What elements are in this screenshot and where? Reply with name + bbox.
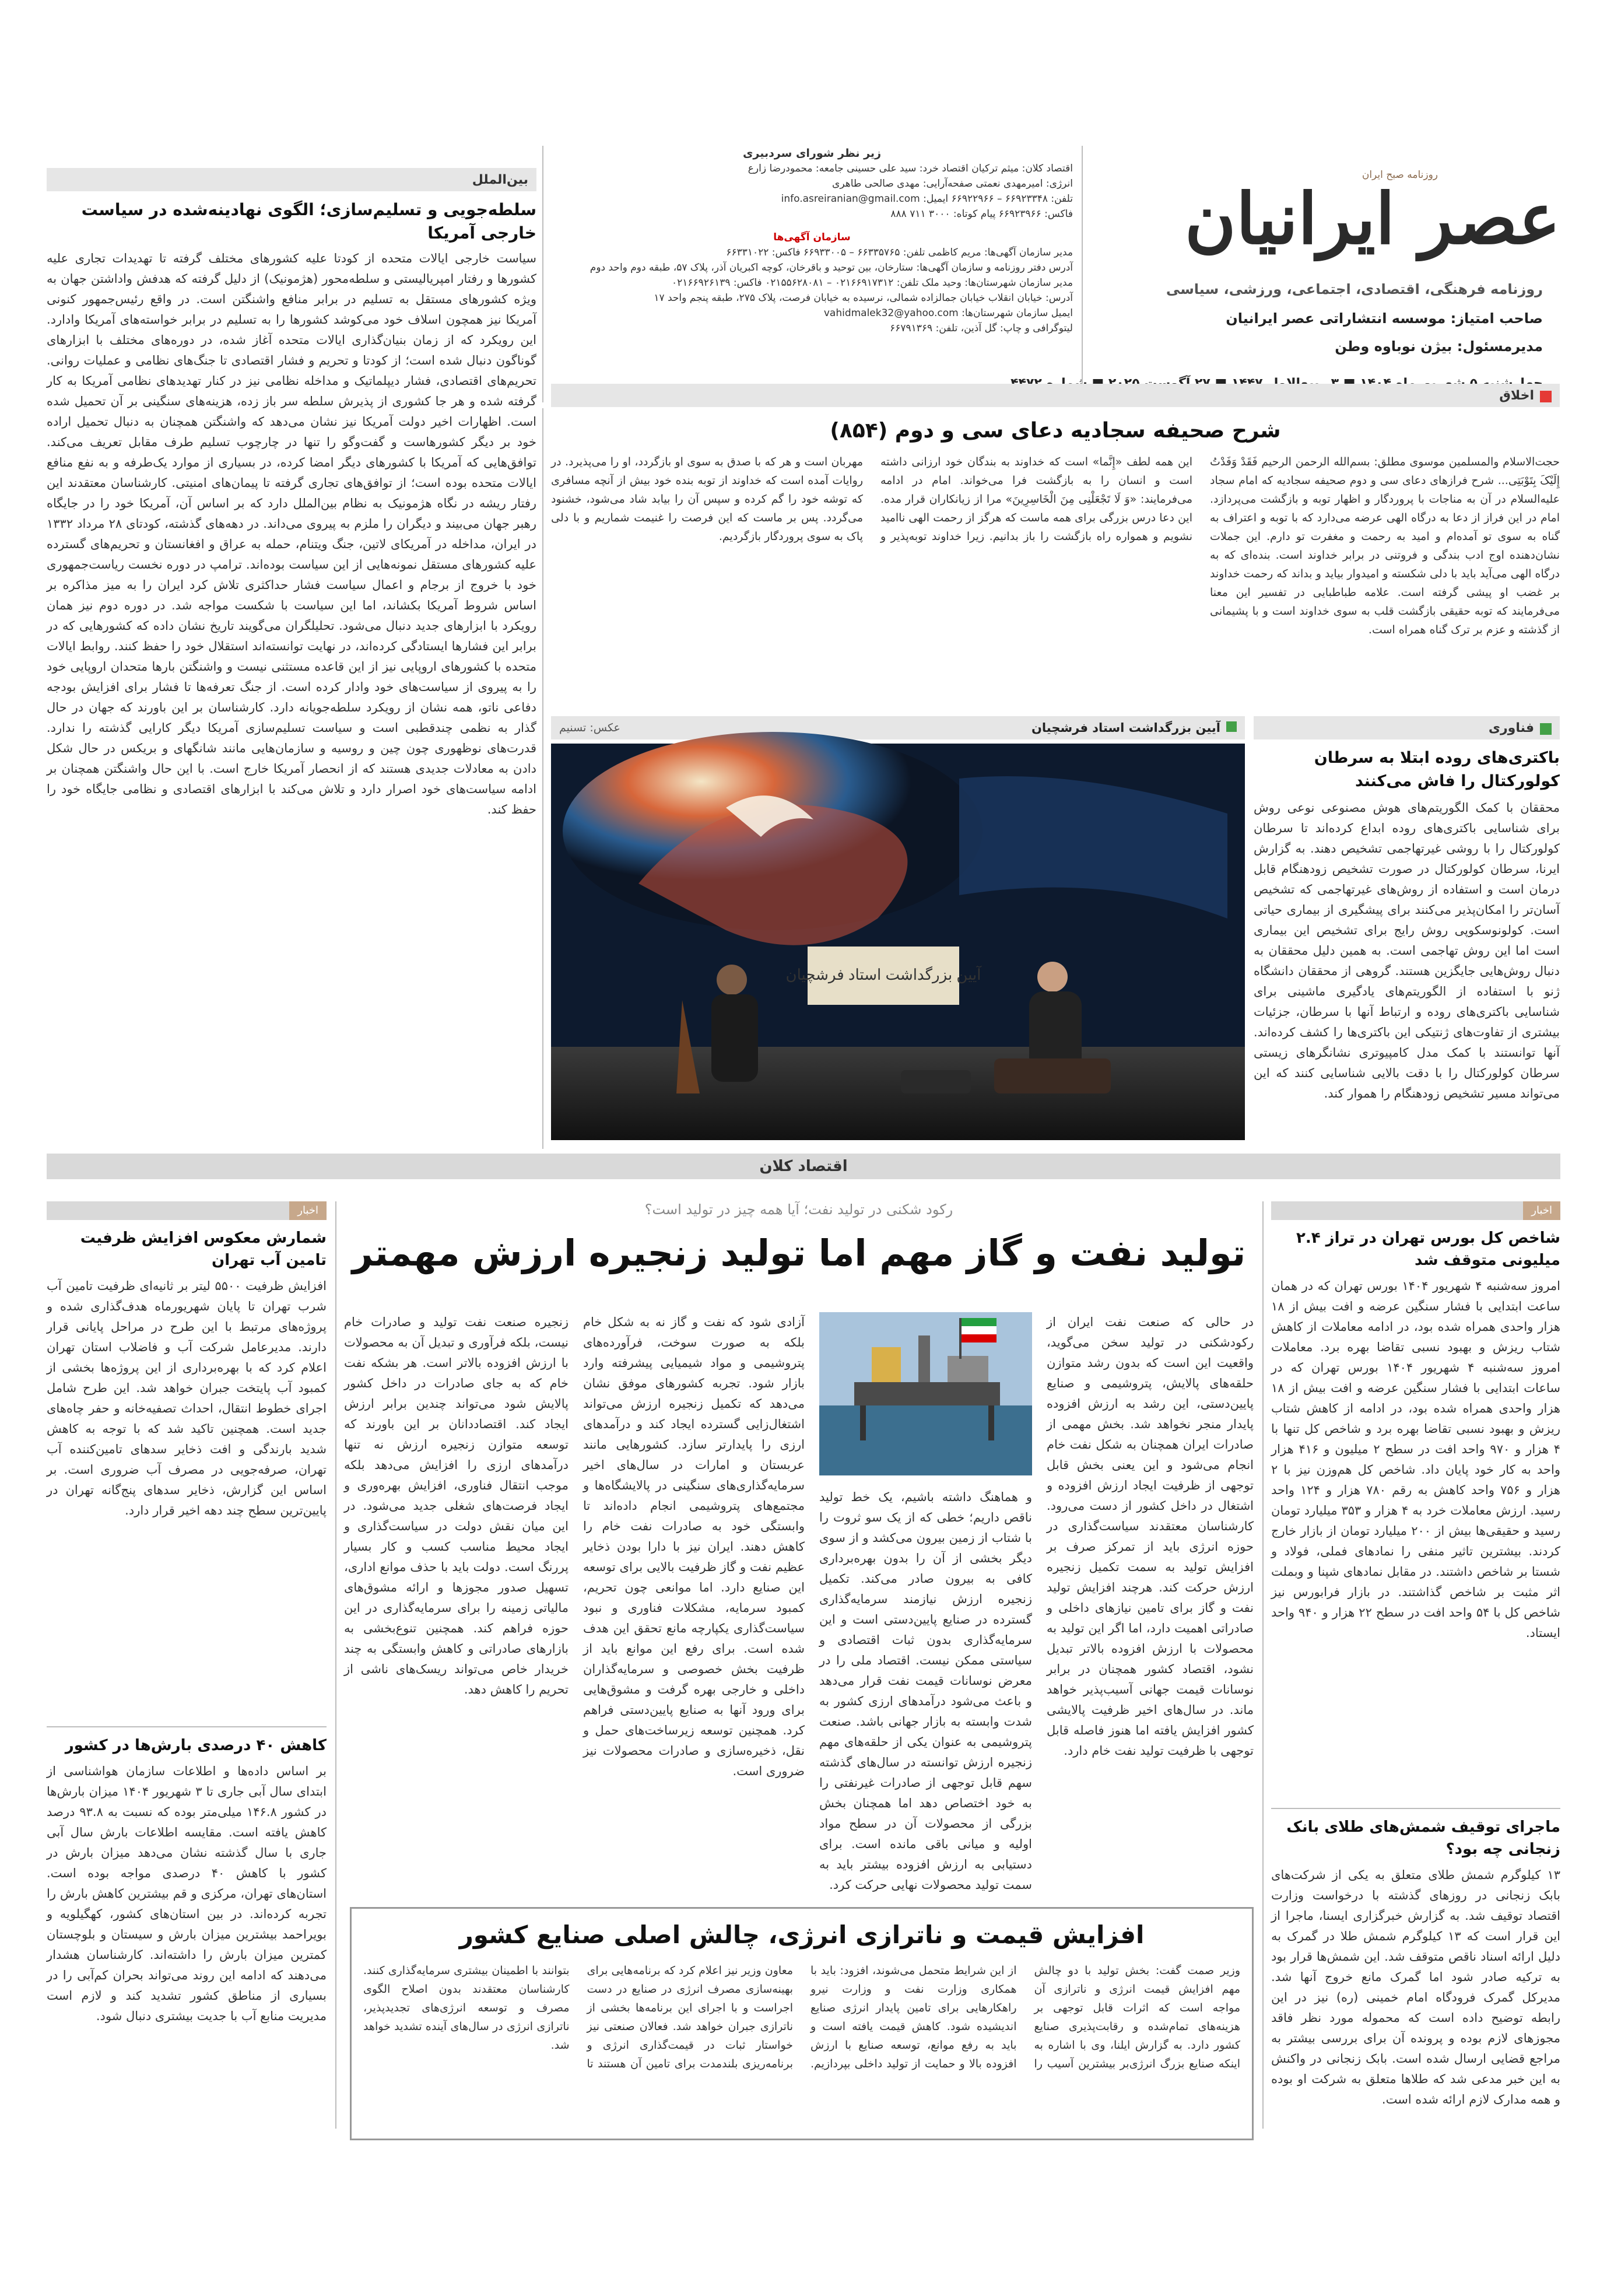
tech-body: محققان با کمک الگوریتم‌های هوش مصنوعی نوعی روش برای شناسایی باکتری‌های روده ابداع کرده‌اند تا سرطان کولورکتال را با روشی غیرتهاجمی تشخیص دهند. به گزارش ایرنا، سرطان کولورکتال در صورت تشخیص زودهنگام قابل درمان است و استفاده از روش‌های غیرتهاجمی که تشخیص آسان‌تر را امکان‌پذیر می‌کنند برای پیشگیری از بیماری حیاتی است. کولونوسکوپی روش رایج برای تشخیص این بیماری است اما این روش تهاجمی است. به همین دلیل محققان به دنبال روش‌هایی جایگزین هستند. گروهی از محققان دانشگاه ژنو با استفاده از الگوریتم‌های یادگیری ماشینی برای شناسایی باکتری‌های روده و ارتباط آنها با سرطان، جزئیات بیشتری از تفاوت‌های ژنتیکی این باکتری‌ها را کشف کرده‌اند. آنها توانستند با کمک مدل کامپیوتری نشانگرهای زیستی سرطان کولورکتال را با دقت بالایی شناسایی کنند که این می‌تواند مسیر تشخیص زودهنگام را هموار کند. [1254,801,1560,1100]
bourse-body: امروز سه‌شنبه ۴ شهریور ۱۴۰۴ بورس تهران که در همان ساعت ابتدایی با فشار سنگین عرضه و افت بیش از ۱۸ هزار واحدی همراه شده بود، در ادامه معاملات از کاهش شتاب ریزش و بهبود نسبی تقاضا بهره برد. معاملات امروز سه‌شنبه ۴ شهریور ۱۴۰۴ بورس تهران که در ساعات ابتدایی با فشار سنگین عرضه و افت بیش از ۱۸ هزار واحدی همراه شده بود، در ادامه از کاهش شتاب ریزش و بهبود نسبی تقاضا بهره برد و شاخص کل تنها با ۴ هزار و ۹۷۰ واحد افت در سطح ۲ میلیون و ۴۱۶ هزار واحد به کار خود پایان داد. شاخص کل هم‌وزن نیز با ۲ هزار و ۷۵۶ واحد کاهش به رقم ۷۸۰ هزار و ۱۲۴ واحد رسید. ارزش معاملات خرد به ۴ هزار و ۳۵۳ میلیارد تومان رسید و حقیقی‌ها بیش از ۲۰۰ میلیارد تومان از بازار خارج کردند. بیشترین تاثیر منفی را نمادهای فملی، فولاد و شستا بر شاخص داشتند. در مقابل نمادهای شپنا و وبملت اثر مثبت بر شاخص گذاشتند. در بازار فرابورس نیز شاخص کل با ۵۴ واحد افت در سطح ۲۲ هزار و ۹۴۰ واحد ایستاد. [1271,1279,1561,1640]
ads-manager: مدیر سازمان آگهی‌ها: مریم کاظمی تلفن: ۶۶۳۳۵۷۶۵ – ۶۶۹۳۳۰۰۵ فاکس: ۶۶۳۳۱۰۲۲ [726,247,1073,258]
energy-body: وزیر صمت گفت: بخش تولید با دو چالش مهم افزایش قیمت انرژی و ناترازی آن مواجه است که اثرات قابل توجهی بر هزینه‌های تمام‌شده و رقابت‌پذیری صنایع کشور دارد. به گزارش ایلنا، وی با اشاره به اینکه صنایع بزرگ انرژی‌بر بیشترین آسیب را از این شرایط متحمل می‌شوند، افزود: باید با همکاری وزارت نفت و وزارت نیرو راهکارهایی برای تامین پایدار انرژی صنایع اندیشیده شود. کاهش قیمت یافته است و باید به رفع موانع، توسعه صنایع با ارزش افزوده بالا و حمایت از تولید داخلی بپردازیم. معاون وزیر نیز اعلام کرد که برنامه‌هایی برای بهینه‌سازی مصرف انرژی در صنایع در دست اجراست و با اجرای این برنامه‌ها بخشی از ناترازی جبران خواهد شد. فعالان صنعتی نیز خواستار ثبات در قیمت‌گذاری انرژی و برنامه‌ریزی بلندمدت برای تامین آن هستند تا بتوانند با اطمینان بیشتری سرمایه‌گذاری کنند. کارشناسان معتقدند بدون اصلاح الگوی مصرف و توسعه انرژی‌های تجدیدپذیر، ناترازی انرژی در سال‌های آینده تشدید خواهد شد. [363,1964,1240,2070]
event-photo [551,744,1245,1140]
tech-section [1254,716,1560,1136]
main-kicker: رکود شکنی در تولید نفت؛ آیا همه چیز در تولید است؟ [644,1201,953,1218]
city-manager: مدیر سازمان شهرستان‌ها: وحید ملک تلفن: ۰۲۱۶۶۹۱۷۳۱۲ – ۰۲۱۵۵۶۲۸۰۸۱ فاکس: ۰۲۱۶۶۹۲۶۱۳۹ [672,277,1073,289]
photo-banner-text: آیین بزرگداشت استاد فرشچیان [785,966,981,983]
econ-band [47,1154,1560,1179]
main-col1: در حالی که صنعت نفت ایران از رکودشکنی در تولید سخن می‌گوید، واقعیت این است که بدون رشد متوازن حلقه‌های پالایش، پتروشیمی و صنایع پایین‌دستی، این رشد به ارزش افزوده پایدار منجر نخواهد شد. بخش مهمی از صادرات ایران همچنان به شکل نفت خام انجام می‌شود و این یعنی بخش قابل توجهی از ظرفیت ایجاد ارزش افزوده و اشتغال در داخل کشور از دست می‌رود. کارشناسان معتقدند سیاست‌گذاری در حوزه انرژی باید از تمرکز صرف بر افزایش تولید به سمت تکمیل زنجیره ارزش حرکت کند. هرچند افزایش تولید نفت و گاز برای تامین نیازهای داخلی و صادراتی اهمیت دارد، اما اگر این تولید به محصولات با ارزش افزوده بالاتر تبدیل نشود، اقتصاد کشور همچنان در برابر نوسانات قیمت جهانی آسیب‌پذیر خواهد ماند. در سال‌های اخیر ظرفیت پالایشی کشور افزایش یافته اما هنوز فاصله قابل توجهی با ظرفیت تولید نفت خام دارد. [1047,1315,1254,1758]
intl-title: سلطه‌جویی و تسلیم‌سازی؛ الگوی نهادینه‌شده در سیاست خارجی آمریکا [81,200,536,243]
tech-square-icon [1540,723,1552,735]
ethics-square-icon [1540,391,1552,402]
econ-band-label: اقتصاد کلان [759,1158,848,1175]
photo-tag: عکس: تسنیم [559,721,620,734]
staff-council: زیر نظر شورای سردبیری [742,147,882,160]
ads-title: سازمان آگهی‌ها [773,232,851,243]
photo-header [551,716,1245,739]
ethics-section-label: اخلاق [1499,388,1534,403]
intl-section-label: بین‌الملل [472,172,528,187]
oil-platform-graphic [819,1312,1032,1475]
staff-print: لیتوگرافی و چاپ: گل آذین، تلفن: ۶۶۷۹۱۳۶۹ [890,323,1073,334]
staff-line2: انرژی: امیرمهدی نعمتی صفحه‌آرایی: مهدی صالحی طاهری [832,178,1073,190]
water-title: شمارش معکوس افزایش ظرفیت تامین آب تهران [80,1229,327,1269]
right-kicker-bar [1271,1201,1560,1220]
tech-title: باکتری‌های روده ابتلا به سرطان کولورکتال را فاش می‌کنند [1314,749,1560,790]
masthead-license: صاحب امتیاز: موسسه انتشاراتی عصر ایرانیان [1226,310,1543,327]
logo: عصر ایرانیان [1184,178,1560,260]
main-title: تولید نفت و گاز مهم اما تولید زنجیره ارزش مهمتر [352,1232,1246,1274]
gold-title: ماجرای توقیف شمش‌های طلای بانک زنجانی چه بود؟ [1286,1818,1560,1858]
ethics-body-left: این همه لطف «إِنَّما» است که خداوند به بندگان خود ارزانی داشته است و انسان را به بازگشت فرا می‌خواند. امام در ادامه می‌فرمایند: «وَ لَا تَجْعَلْنِی مِنَ الْخَاسِرِینَ» مرا از زیانکاران قرار مده. این دعا درس بزرگی برای همه ماست که هرگز از رحمت الهی ناامید نشویم و همواره راه بازگشت را باز بدانیم. زیرا خداوند توبه‌پذیر و مهربان است و هر که با صدق به سوی او بازگردد، او را می‌پذیرد. در روایات آمده است که خداوند از توبه بنده خود بیش از آنچه مسافری که توشه خود را گم کرده و سپس آن را بیابد شاد می‌شود، خشنود می‌گردد. پس بر ماست که این فرصت را غنیمت شماریم و با دلی پاک به سوی پروردگار بازگردیم. [551,455,1192,543]
ethics-header [551,384,1560,407]
logo-small: روزنامه صبح ایران [1362,169,1438,181]
staff-fax: فاکس: ۶۶۹۲۳۹۶۶ پیام کوتاه: ۳۰۰۰ ۷۱۱ ۸۸۸ [890,208,1073,220]
intl-body: سیاست خارجی ایالات متحده از کودتا علیه کشورهای مختلف گرفته تا تهدیدات تجاری علیه کشورها و رفتار امپریالیستی و سلطه‌محور (هژمونیک) از دلیل گرفته که هدفش واداشتن جهان به ویژه کشورهای مستقل به تسلیم در برابر منافع واشنگتن است. در واقع رئیس‌جمهور کنونی آمریکا نیز همچون اسلاف خود می‌کوشد کشورها را به تسلیم در برابر خواسته‌های آمریکا وادارد. این رویکرد که از زمان بنیان‌گذاری ایالات متحده آغاز شده، در دوره‌های مختلف با ابزارهای گوناگون دنبال شده است؛ از کودتا و تحریم و فشار اقتصادی تا جنگ‌های نظامی و عملیات روانی. تحریم‌های اقتصادی، فشار دیپلماتیک و مداخله نظامی نیز در کنار تهدیدهای نظامی آمریکا به کار گرفته شده و هر جا کشوری از پذیرش سلطه سر باز زده، هزینه‌های سنگینی بر آن تحمیل شده است. اظهارات اخیر دولت آمریکا نیز نشان می‌دهد که واشنگتن همچنان به دنبال تحمیل اراده خود بر دیگر کشورهاست و گفت‌وگو را تنها در چارچوب تسلیم طرف مقابل تعریف می‌کند. توافق‌هایی که آمریکا با کشورهای دیگر امضا کرده، در بسیاری از موارد یک‌طرفه و به نفع منافع ایالات متحده بوده است؛ از توافق‌های تجاری گرفته تا پیمان‌های امنیتی. کارشناسان معتقدند این رفتار ریشه در نگاه هژمونیک به نظام بین‌الملل دارد که بر اساس آن، آمریکا خود را در جایگاه رهبر جهان می‌بیند و دیگران را ملزم به پیروی می‌داند. در دهه‌های گذشته، کودتای ۲۸ مرداد ۱۳۳۲ در ایران، مداخله در آمریکای لاتین، جنگ ویتنام، حمله به عراق و افغانستان و تحریم‌های گسترده علیه کشورهای مستقل نمونه‌هایی از این سیاست بوده‌اند. ترامپ در دوره نخست ریاست‌جمهوری خود با خروج از برجام و اعمال سیاست فشار حداکثری تلاش کرد ایران را به میز مذاکره بر اساس شروط آمریکا بکشاند، اما این سیاست با شکست مواجه شد. در دوره دوم نیز همان رویکرد با ابزارهای جدید دنبال می‌شود. تحلیلگران می‌گویند تاریخ نشان داده که کشورهایی که در برابر این فشارها ایستادگی کرده‌اند، در نهایت توانسته‌اند استقلال خود را حفظ کنند. روابط ایالات متحده با کشورهای اروپایی نیز از این قاعده مستثنی نیست و واشنگتن بارها متحدان اروپایی خود را به پیروی از سیاست‌های خود وادار کرده است. از جنگ تعرفه‌ها تا فشار برای افزایش بودجه دفاعی ناتو، همه نشان از رویکرد سلطه‌جویانه دارد. کارشناسان بر این باورند که جهان در حال گذار به نظمی چندقطبی است و سیاست تسلیم‌سازی آمریکا دیگر کارایی گذشته را ندارد. قدرت‌های نوظهوری چون چین و روسیه و سازمان‌هایی مانند شانگهای و بریکس در حال شکل دادن به معادلات جدیدی هستند که از انحصار آمریکا خارج است. با این حال واشنگتن همچنان بر ادامه سیاست‌های خود اصرار دارد و تلاش می‌کند با ابزارهای اقتصادی و نظامی جایگاه خود را حفظ کند. [47,251,536,816]
ethics-title: شرح صحیفه سجادیه دعای سی و دوم (۸۵۴) [830,419,1281,443]
photo-square-icon [1226,721,1237,732]
tech-section-label: فناوری [1488,720,1534,735]
left-kicker: اخبار [289,1201,327,1220]
rain-title: کاهش ۴۰ درصدی بارش‌ها در کشور [65,1737,327,1754]
masthead-subtitle: روزنامه فرهنگی، اقتصادی، اجتماعی، ورزشی، سیاسی [1166,281,1543,297]
staff-email2: ایمیل سازمان شهرستان‌ها: vahidmalek32@yahoo.com [823,307,1073,319]
event-photo-graphic [551,744,1245,1140]
right-kicker: اخبار [1523,1201,1560,1220]
main-col2: و هماهنگ داشته باشیم، یک خط تولید ناقص داریم؛ خطی که از یک سو ثروت را با شتاب از زمین بیرون می‌کشد و از سوی دیگر بخشی از آن را بدون بهره‌برداری کافی به بیرون صادر می‌کند. تکمیل زنجیره ارزش نیازمند سرمایه‌گذاری گسترده در صنایع پایین‌دستی است و این سرمایه‌گذاری بدون ثبات اقتصادی و سیاستی ممکن نیست. اقتصاد ملی را در معرض نوسانات قیمت نفت قرار می‌دهد و باعث می‌شود درآمدهای ارزی کشور به شدت وابسته به بازار جهانی باشد. صنعت پتروشیمی به عنوان یکی از حلقه‌های مهم زنجیره ارزش توانسته در سال‌های گذشته سهم قابل توجهی از صادرات غیرنفتی را به خود اختصاص دهد اما همچنان بخش بزرگی از محصولات آن در سطح مواد اولیه و میانی باقی مانده است. برای دستیابی به ارزش افزوده بیشتر باید به سمت تولید محصولات نهایی حرکت کرد. [819,1490,1032,1892]
left-kicker-bar [47,1201,327,1220]
staff-phone: تلفن: ۶۶۹۲۳۳۴۸ – ۶۶۹۲۲۹۶۶ ایمیل: info.asreiranian@gmail.com [781,193,1073,205]
photo-caption: آیین بزرگداشت استاد فرشچیان [1031,721,1220,735]
gold-body: ۱۳ کیلوگرم شمش طلای متعلق به یکی از شرکت‌های بابک زنجانی در روزهای گذشته با درخواست وزارت اقتصاد توقیف شد. به گزارش خبرگزاری ایسنا، ماجرا از این قرار است که ۱۳ کیلوگرم شمش طلا در گمرک به دلیل ارائه اسناد ناقص متوقف شد. این شمش‌ها قرار بود به ترکیه صادر شود اما گمرک مانع خروج آنها شد. مدیرکل گمرک فرودگاه امام خمینی (ره) نیز در این رابطه توضیح داده است که محموله مورد نظر فاقد مجوزهای لازم بوده و پرونده آن برای بررسی بیشتر به مراجع قضایی ارسال شده است. بابک زنجانی در واکنش به این خبر مدعی شد که طلاها متعلق به شرکت او بوده و همه مدارک لازم ارائه شده است. [1271,1868,1560,2106]
main-col3: آزادی شود که نفت و گاز نه به شکل خام بلکه به صورت سوخت، فرآورده‌های پتروشیمی و مواد شیمیایی پیشرفته وارد بازار شود. تجربه کشورهای موفق نشان می‌دهد که تکمیل زنجیره ارزش می‌تواند اشتغال‌زایی گسترده ایجاد کند و درآمدهای ارزی را پایدارتر سازد. کشورهایی مانند عربستان و امارات در سال‌های اخیر سرمایه‌گذاری‌های سنگینی در پالایشگاه‌ها و مجتمع‌های پتروشیمی انجام داده‌اند تا وابستگی خود به صادرات نفت خام را کاهش دهند. ایران نیز با دارا بودن ذخایر عظیم نفت و گاز ظرفیت بالایی برای توسعه این صنایع دارد. اما موانعی چون تحریم، کمبود سرمایه، مشکلات فناوری و نبود سیاست‌گذاری یکپارچه مانع تحقق این هدف شده است. برای رفع این موانع باید از ظرفیت بخش خصوصی و سرمایه‌گذاران داخلی و خارجی بهره گرفت و مشوق‌هایی برای ورود آنها به صنایع پایین‌دستی فراهم کرد. همچنین توسعه زیرساخت‌های حمل و نقل، ذخیره‌سازی و صادرات محصولات نیز ضروری است. [583,1315,805,1778]
energy-title: افزایش قیمت و ناترازی انرژی، چالش اصلی صنایع کشور [459,1920,1145,1949]
ethics-body-right: حجت‌الاسلام والمسلمین موسوی مطلق: بسم‌الله الرحمن الرحیم فَقَدْ وَفَدْتُ إِلَیْکَ بِتَوْبَتِی... شرح فرازهای دعای سی و دوم صحیفه سجادیه که امام سجاد علیه‌السلام در آن به مناجات با پروردگار و اظهار توبه و بازگشت می‌پردازد. امام در این فراز از دعا به درگاه الهی عرضه می‌دارد که با توبه و اعتراف به گناه به سوی تو آمده‌ام و امید به رحمت و مغفرت تو دارم. این جملات نشان‌دهنده اوج ادب بندگی و فروتنی در برابر خداوند است. بنده‌ای که به درگاه الهی می‌آید باید با دلی شکسته و امیدوار بیاید و بداند که رحمت خداوند بر غضب او پیشی گرفته است. علامه طباطبایی در تفسیر این معنا می‌فرمایند که توبه حقیقی بازگشت قلب به سوی خداوند است و با پشیمانی از گذشته و عزم بر ترک گناه همراه است. [1210,455,1560,636]
masthead-manager: مدیرمسئول: بیژن نوباوه وطن [1335,338,1543,355]
staff-line1: اقتصاد کلان: میثم ترکیان اقتصاد خرد: سید علی حسینی جامعه: محمودرضا زارع [748,163,1073,174]
left-news-col [47,1201,327,2158]
right-news-col [1271,1201,1560,2168]
staff-box [551,146,1073,402]
main-col4: زنجیره صنعت نفت تولید و صادرات خام نیست، بلکه فرآوری و تبدیل آن به محصولات با ارزش افزوده بالاتر است. هر بشکه نفت خام که به جای صادرات در داخل کشور پالایش شود می‌تواند چندین برابر ارزش ایجاد کند. اقتصاددانان بر این باورند که توسعه متوازن زنجیره ارزش نه تنها درآمدهای ارزی را افزایش می‌دهد بلکه موجب انتقال فناوری، افزایش بهره‌وری و ایجاد فرصت‌های شغلی جدید می‌شود. در این میان نقش دولت در سیاست‌گذاری و ایجاد محیط مناسب کسب و کار بسیار پررنگ است. دولت باید با حذف موانع اداری، تسهیل صدور مجوزها و ارائه مشوق‌های مالیاتی زمینه را برای سرمایه‌گذاری در این حوزه فراهم کند. همچنین تنوع‌بخشی به بازارهای صادراتی و کاهش وابستگی به چند خریدار خاص می‌تواند ریسک‌های ناشی از تحریم را کاهش دهد. [344,1315,569,1696]
oil-platform-photo [819,1312,1032,1475]
ethics-section [551,384,1560,727]
staff-address2: آدرس: خیابان انقلاب خیابان جمالزاده شمالی، نرسیده به خیابان فرصت، پلاک ۲۷۵، طبقه پنجم واحد ۱۷ [654,292,1073,304]
rain-body: بر اساس داده‌ها و اطلاعات سازمان هواشناسی از ابتدای سال آبی جاری تا ۳ شهریور ۱۴۰۴ میزان بارش‌ها در کشور ۱۴۶.۸ میلی‌متر بوده که نسبت به ۹۳.۸ درصد کاهش یافته است. مقایسه اطلاعات بارش سال آبی جاری با سال گذشته نشان می‌دهد میزان بارش در کشور با کاهش ۴۰ درصدی مواجه بوده است. استان‌های تهران، مرکزی و قم بیشترین کاهش بارش را تجربه کرده‌اند. در بین استان‌های کشور، کهگیلویه و بویراحمد بیشترین میزان بارش و سیستان و بلوچستان کمترین میزان بارش را داشته‌اند. کارشناسان هشدار می‌دهند که ادامه این روند می‌تواند بحران کم‌آبی را در بسیاری از مناطق کشور تشدید کند و لازم است مدیریت منابع آب با جدیت بیشتری دنبال شود. [47,1764,327,2023]
bourse-title: شاخص کل بورس تهران در تراز ۲.۴ میلیونی متوقف شد [1296,1229,1560,1269]
tech-header [1254,716,1560,739]
main-article [344,1196,1254,1895]
intl-section [47,168,536,1193]
water-body: افزایش ظرفیت ۵۵۰۰ لیتر بر ثانیه‌ای ظرفیت تامین آب شرب تهران تا پایان شهریورماه هدف‌گذاری شده و پروژه‌های مرتبط با این طرح در مراحل پایانی قرار دارند. مدیرعامل شرکت آب و فاضلاب استان تهران اعلام کرد که با بهره‌برداری از این پروژه‌ها بخشی از کمبود آب پایتخت جبران خواهد شد. این طرح شامل اجرای خطوط انتقال، احداث تصفیه‌خانه و حفر چاه‌های جدید است. همچنین تاکید شد که با توجه به کاهش شدید بارندگی و افت ذخایر سدهای تامین‌کننده آب تهران، صرفه‌جویی در مصرف آب ضروری است. بر اساس این گزارش، ذخایر سدهای پنج‌گانه تهران در پایین‌ترین سطح چند دهه اخیر قرار دارد. [47,1279,327,1517]
energy-box [350,1907,1254,2140]
masthead [1024,146,1560,408]
intl-header [47,168,536,191]
staff-address: آدرس دفتر روزنامه و سازمان آگهی‌ها: ستارخان، بین توحید و باقرخان، کوچه اکبریان آذر، پلاک ۵۷، طبقه دوم واحد دوم [590,262,1073,274]
